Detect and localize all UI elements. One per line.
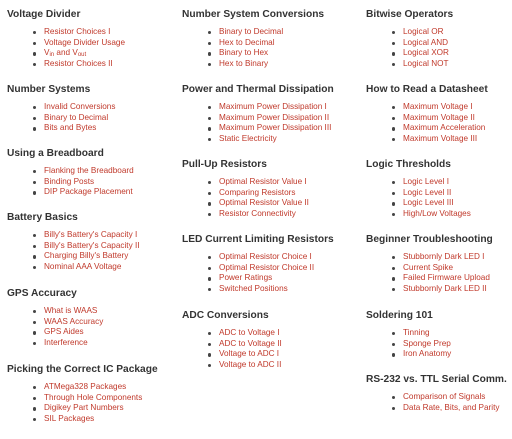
list-item (7, 251, 140, 262)
link-max-power-dissipation-3[interactable]: Maximum Power Dissipation III (219, 123, 332, 133)
link-data-rate-bits-parity[interactable]: Data Rate, Bits, and Parity (403, 402, 500, 412)
section-using-a-breadboard (7, 148, 134, 198)
list-item (366, 252, 493, 263)
list-item (182, 263, 334, 274)
link-logic-level-2[interactable]: Logic Level II (403, 187, 452, 197)
link-gps-aides[interactable]: GPS Aides (44, 327, 84, 337)
link-power-ratings[interactable]: Power Ratings (219, 273, 273, 283)
link-list (7, 166, 134, 198)
list-item (366, 48, 453, 59)
link-nominal-aaa-voltage[interactable]: Nominal AAA Voltage (44, 261, 122, 271)
link-list (366, 102, 488, 144)
link-tinning[interactable]: Tinning (403, 328, 430, 337)
link-voltage-to-adc-1[interactable]: Voltage to ADC I (219, 349, 280, 359)
list-item (366, 113, 488, 124)
link-charging-battery[interactable]: Charging Billy's Battery (44, 251, 129, 261)
link-sponge-prep[interactable]: Sponge Prep (403, 338, 451, 348)
list-item (366, 123, 488, 134)
link-bits-and-bytes[interactable]: Bits and Bytes (44, 123, 97, 133)
link-list (7, 306, 103, 348)
section-title: RS-232 vs. TTL Serial Comm. (366, 374, 507, 385)
list-item (7, 59, 125, 70)
list-item (182, 38, 324, 49)
section-pull-up-resistors (182, 159, 309, 219)
link-invalid-conversions[interactable]: Invalid Conversions (44, 102, 116, 111)
link-voltage-divider-usage[interactable]: Voltage Divider Usage (44, 37, 126, 47)
section-picking-ic-package (7, 364, 158, 424)
link-list (182, 27, 324, 69)
list-item (366, 188, 471, 199)
link-list (7, 102, 115, 134)
link-high-low-voltages[interactable]: High/Low Voltages (403, 208, 471, 218)
link-binding-posts[interactable]: Binding Posts (44, 176, 95, 186)
list-item (182, 198, 309, 209)
link-battery-capacity-1[interactable]: Billy's Battery's Capacity I (44, 230, 138, 239)
section-number-systems (7, 84, 115, 134)
list-item (7, 38, 125, 49)
section-voltage-divider (7, 9, 125, 69)
list-item (182, 188, 309, 199)
list-item (182, 177, 309, 188)
list-item (182, 102, 334, 113)
list-item (182, 59, 324, 70)
link-adc-to-voltage-1[interactable]: ADC to Voltage I (219, 328, 280, 337)
link-sil-packages[interactable]: SIL Packages (44, 413, 95, 423)
list-item (182, 27, 324, 38)
link-digikey-part-numbers[interactable]: Digikey Part Numbers (44, 403, 124, 413)
link-resistor-connectivity[interactable]: Resistor Connectivity (219, 208, 296, 218)
list-item (366, 102, 488, 113)
link-optimal-resistor-choice-2[interactable]: Optimal Resistor Choice II (219, 262, 315, 272)
link-logical-or[interactable]: Logical OR (403, 27, 444, 36)
link-static-electricity[interactable]: Static Electricity (219, 133, 277, 143)
section-title: Picking the Correct IC Package (7, 364, 158, 375)
link-optimal-resistor-value-2[interactable]: Optimal Resistor Value II (219, 198, 309, 208)
link-max-power-dissipation-1[interactable]: Maximum Power Dissipation I (219, 102, 327, 111)
section-title: Voltage Divider (7, 9, 81, 20)
link-maximum-voltage-1[interactable]: Maximum Voltage I (403, 102, 473, 111)
list-item (182, 284, 334, 295)
list-item (7, 27, 125, 38)
link-max-power-dissipation-2[interactable]: Maximum Power Dissipation II (219, 112, 330, 122)
section-gps-accuracy (7, 288, 103, 348)
link-interference[interactable]: Interference (44, 337, 88, 347)
link-dark-led-2[interactable]: Stubbornly Dark LED II (403, 283, 487, 293)
list-item (182, 252, 334, 263)
section-number-system-conversions (182, 9, 324, 69)
link-battery-capacity-2[interactable]: Billy's Battery's Capacity II (44, 240, 140, 250)
section-title: Logic Thresholds (366, 159, 451, 170)
list-item (182, 360, 282, 371)
list-item (366, 198, 471, 209)
section-battery-basics (7, 212, 140, 272)
link-hex-to-binary[interactable]: Hex to Binary (219, 58, 269, 68)
link-binary-to-decimal[interactable]: Binary to Decimal (219, 27, 284, 36)
link-logical-not[interactable]: Logical NOT (403, 58, 449, 68)
list-item (7, 241, 140, 252)
list-item (7, 393, 158, 404)
section-title: Using a Breadboard (7, 148, 104, 159)
list-item (366, 349, 451, 360)
link-maximum-voltage-2[interactable]: Maximum Voltage II (403, 112, 475, 122)
section-bitwise-operators (366, 9, 453, 69)
section-title: How to Read a Datasheet (366, 84, 488, 95)
link-switched-positions[interactable]: Switched Positions (219, 283, 288, 293)
link-dark-led-1[interactable]: Stubbornly Dark LED I (403, 252, 485, 261)
link-hex-to-decimal[interactable]: Hex to Decimal (219, 37, 275, 47)
link-waas-accuracy[interactable]: WAAS Accuracy (44, 316, 104, 326)
list-item (7, 102, 115, 113)
list-item (7, 306, 103, 317)
link-logic-level-3[interactable]: Logic Level III (403, 198, 454, 208)
list-item (182, 123, 334, 134)
link-list (182, 102, 334, 144)
link-list (366, 252, 493, 294)
link-voltage-to-adc-2[interactable]: Voltage to ADC II (219, 359, 282, 369)
link-list (366, 177, 471, 219)
list-item (7, 327, 103, 338)
link-through-hole-components[interactable]: Through Hole Components (44, 392, 143, 402)
list-item (366, 134, 488, 145)
link-what-is-waas[interactable]: What is WAAS (44, 306, 98, 315)
list-item (7, 262, 140, 273)
list-item (366, 273, 493, 284)
section-title: ADC Conversions (182, 310, 269, 321)
link-list (182, 252, 334, 294)
link-logic-level-1[interactable]: Logic Level I (403, 177, 449, 186)
link-resistor-choices-1[interactable]: Resistor Choices I (44, 27, 111, 36)
section-title: Number System Conversions (182, 9, 325, 20)
link-adc-to-voltage-2[interactable]: ADC to Voltage II (219, 338, 282, 348)
list-item (7, 414, 158, 425)
section-title: LED Current Limiting Resistors (182, 234, 334, 245)
list-item (7, 338, 103, 349)
list-item (366, 209, 471, 220)
list-item (366, 177, 471, 188)
link-flanking-the-breadboard[interactable]: Flanking the Breadboard (44, 166, 134, 175)
link-binary-to-decimal[interactable]: Binary to Decimal (44, 112, 109, 122)
list-item (182, 48, 324, 59)
link-dip-package-placement[interactable]: DIP Package Placement (44, 187, 133, 197)
list-item (366, 59, 453, 70)
link-optimal-resistor-value-1[interactable]: Optimal Resistor Value I (219, 177, 307, 186)
link-list (366, 392, 507, 413)
link-comparison-of-signals[interactable]: Comparison of Signals (403, 392, 486, 401)
section-title: Battery Basics (7, 212, 78, 223)
link-binary-to-hex[interactable]: Binary to Hex (219, 48, 269, 58)
list-item (7, 113, 115, 124)
list-item (366, 403, 507, 414)
link-current-spike[interactable]: Current Spike (403, 262, 454, 272)
link-failed-firmware-upload[interactable]: Failed Firmware Upload (403, 273, 490, 283)
link-comparing-resistors[interactable]: Comparing Resistors (219, 187, 296, 197)
section-title: Bitwise Operators (366, 9, 454, 20)
link-list (366, 27, 453, 69)
link-list (182, 177, 309, 219)
list-item (7, 317, 103, 328)
section-title: GPS Accuracy (7, 288, 77, 299)
link-list (182, 328, 282, 370)
list-item (366, 27, 453, 38)
section-title: Beginner Troubleshooting (366, 234, 493, 245)
list-item (7, 123, 115, 134)
list-item (7, 187, 134, 198)
section-title: Pull-Up Resistors (182, 159, 267, 170)
list-item (182, 349, 282, 360)
link-list (7, 382, 158, 424)
list-item (182, 273, 334, 284)
section-led-current-limiting (182, 234, 334, 294)
section-title: Soldering 101 (366, 310, 433, 321)
link-list (366, 328, 451, 360)
link-maximum-voltage-3[interactable]: Maximum Voltage III (403, 133, 478, 143)
section-title: Number Systems (7, 84, 91, 95)
section-adc-conversions (182, 310, 282, 370)
list-item (366, 339, 451, 350)
link-logical-xor[interactable]: Logical XOR (403, 48, 449, 58)
list-item (366, 392, 507, 403)
link-atmega328-packages[interactable]: ATMega328 Packages (44, 382, 127, 391)
list-item (182, 339, 282, 350)
list-item (182, 134, 334, 145)
list-item (7, 382, 158, 393)
section-soldering-101 (366, 310, 451, 360)
list-item (366, 38, 453, 49)
section-logic-thresholds (366, 159, 471, 219)
section-beginner-troubleshooting (366, 234, 493, 294)
list-item (366, 328, 451, 339)
link-list (7, 27, 125, 69)
list-item (366, 263, 493, 274)
link-resistor-choices-2[interactable]: Resistor Choices II (44, 58, 113, 68)
section-read-a-datasheet (366, 84, 488, 144)
link-list (7, 230, 140, 272)
list-item (7, 230, 140, 241)
list-item (7, 177, 134, 188)
link-iron-anatomy[interactable]: Iron Anatomy (403, 349, 452, 359)
link-maximum-acceleration[interactable]: Maximum Acceleration (403, 123, 486, 133)
link-vin-and-vout[interactable]: Vin and Vout (44, 48, 87, 59)
section-rs232-vs-ttl (366, 374, 507, 413)
link-optimal-resistor-choice-1[interactable]: Optimal Resistor Choice I (219, 252, 312, 261)
list-item (182, 328, 282, 339)
link-logical-and[interactable]: Logical AND (403, 37, 449, 47)
list-item (182, 209, 309, 220)
list-item (182, 113, 334, 124)
list-item (366, 284, 493, 295)
section-title: Power and Thermal Dissipation (182, 84, 334, 95)
list-item (7, 48, 125, 59)
list-item (7, 403, 158, 414)
list-item (7, 166, 134, 177)
section-power-thermal-dissipation (182, 84, 334, 144)
